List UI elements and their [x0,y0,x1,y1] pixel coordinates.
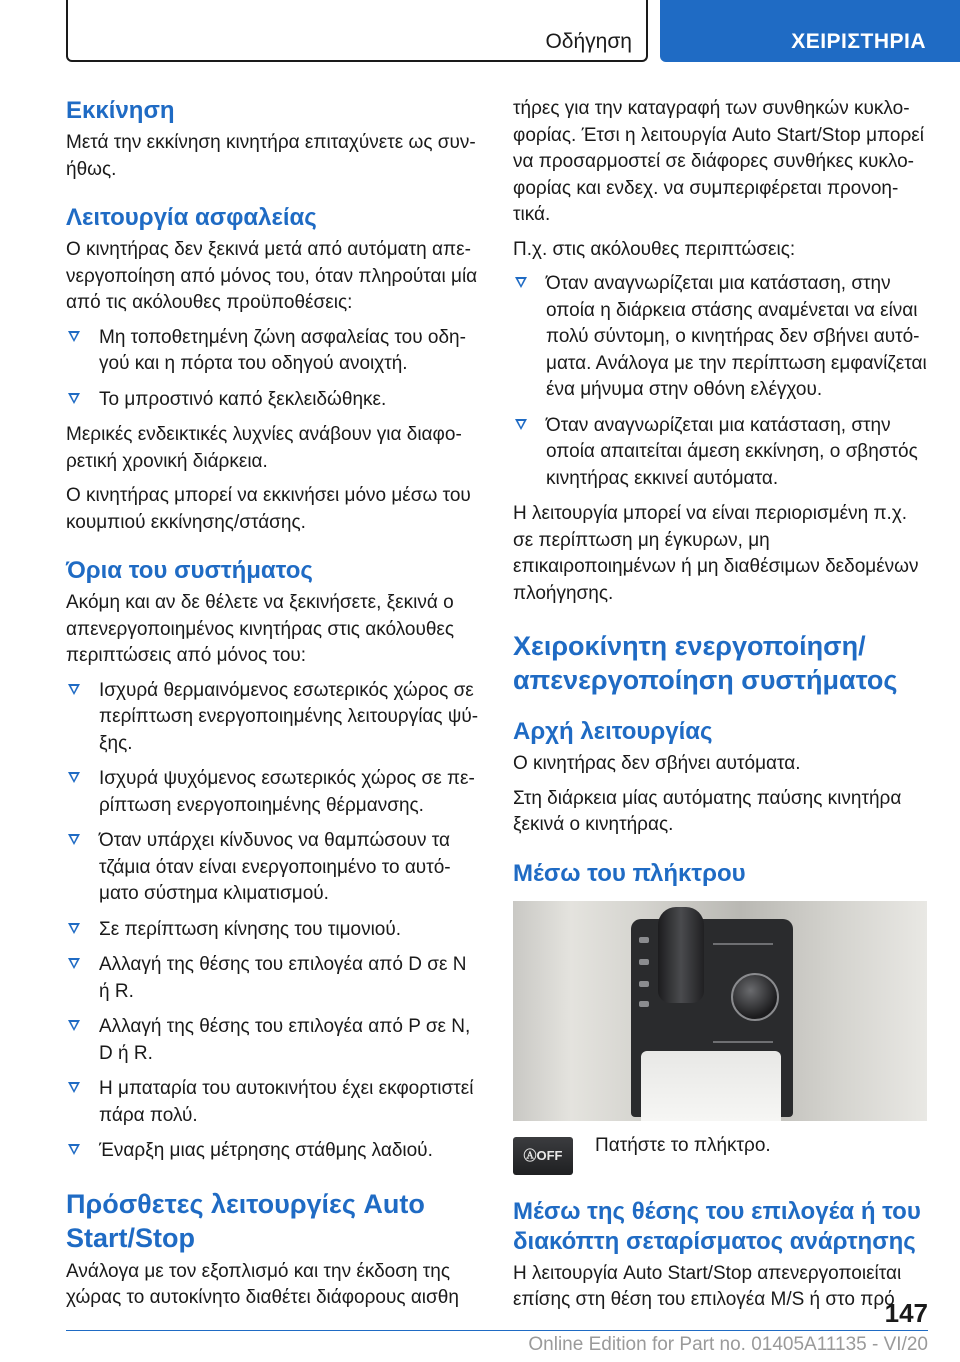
limits-heading: Όρια του συστήματος [66,557,313,584]
triangle-bullet-icon [68,1020,80,1031]
auto-start-stop-off-icon: ⒶOFF [513,1137,573,1175]
triangle-bullet-icon [68,958,80,969]
list-item: Όταν αναγνωρίζεται μια κατάσταση, στην οποία απαιτείται άμεση εκκίνηση, ο σβηστός κινητήρας εκκινεί αυτόματα. [513,413,927,493]
triangle-bullet-icon [68,393,80,404]
list-item: Αλλαγή της θέσης του επιλογέα από P σε N, D ή R. [66,1014,480,1067]
list-item: Μη τοποθετημένη ζώνη ασφαλείας του οδηγού και η πόρτα του οδηγού ανοιχτή. [66,325,480,378]
controller-knob [731,973,779,1021]
console-button [639,1001,649,1007]
safety-list [66,325,480,414]
chapter-title: Οδήγηση [545,30,632,53]
selector-heading: Μέσω της θέσης του επιλογέα ή του διακόπτη σεταρίσματος ανάρτησης [513,1197,921,1255]
restriction-text: Η λειτουργία μπορεί να είναι περιορισμένη π.χ. σε περίπτωση μη έγκυρων, μη επικαιροποιημένων ή μη διαθέσιμων δεδομένων πλοήγησης. [513,503,919,604]
principle-heading: Αρχή λειτουργίας [513,718,713,745]
list-item: Έναρξη μιας μέτρησης στάθμης λαδιού. [66,1138,480,1165]
start-heading: Εκκίνηση [66,97,175,124]
list-item: Σε περίπτωση κίνησης του τιμονιού. [66,917,480,944]
manual-activation-heading: Χειροκίνητη ενεργοποίηση/ απενεργοποίηση συστήματος [513,631,898,695]
list-item: Αλλαγή της θέσης του επιλογέα από D σε N ή R. [66,952,480,1005]
example-list [513,271,927,492]
triangle-bullet-icon [68,772,80,783]
console-button-row [713,1041,773,1043]
principle-text-2: Στη διάρκεια μίας αυτόματης παύσης κινητήρα ξεκινά ο κινητήρας. [513,787,902,835]
console-button [639,937,649,943]
list-item: Όταν αναγνωρίζεται μια κατάσταση, στην οποία η διάρκεια στάσης αναμένεται να είναι πολύ σύντομη, ο κινητήρας δεν σβήνει αυτόματα. Ανάλογα με την περίπτωση εμφανίζεται ένα μήνυμα στην οθόνη ελέγχου. [513,271,927,404]
principle-text-1: Ο κινητήρας δεν σβήνει αυτόματα. [513,753,801,774]
list-item: Η μπαταρία του αυτοκινήτου έχει εκφορτιστεί πάρα πολύ. [66,1076,480,1129]
list-item: Ισχυρά θερμαινόμενος εσωτερικός χώρος σε περίπτωση ενεργοποιημένης λειτουργίας ψύξης. [66,678,480,758]
triangle-bullet-icon [68,923,80,934]
center-console-photo [513,901,927,1121]
safety-heading: Λειτουργία ασφαλείας [66,204,317,231]
section-title: ΧΕΙΡΙΣΤΗΡΙΑ [791,30,926,53]
triangle-bullet-icon [515,277,527,288]
chapter-tab [66,0,648,62]
console-button-row [713,943,773,945]
safety-text: Ο κινητήρας δεν ξεκινά μετά από αυτόματη απενεργοποίηση από μόνος του, όταν πληρούται μία από τις ακόλουθες προϋποθέσεις: [66,239,478,313]
auto-off-row [513,1133,927,1177]
console-button [639,959,649,965]
triangle-bullet-icon [68,1144,80,1155]
limits-list [66,678,480,1165]
triangle-bullet-icon [515,419,527,430]
list-item: Όταν υπάρχει κίνδυνος να θαμπώσουν τα τζάμια όταν είναι ενεργοποιημένο το αυτόματο σύστημα κλιματισμού. [66,828,480,908]
right-column [513,96,927,1322]
section-tab [660,0,960,62]
triangle-bullet-icon [68,684,80,695]
triangle-bullet-icon [68,331,80,342]
triangle-bullet-icon [68,1082,80,1093]
selector-text: Η λειτουργία Auto Start/Stop απενεργοποιείται επίσης στη θέση του επιλογέα M/S ή στο πρό [513,1262,902,1310]
limits-text: Ακόμη και αν δε θέλετε να ξεκινήσετε, ξεκινά ο απενεργοποιημένος κινητήρας στις ακόλουθες περιπτώσεις από μόνος του: [66,592,455,666]
press-caption: Πατήστε το πλήκτρο. [595,1134,771,1156]
left-column [66,96,480,1320]
footer-divider [66,1330,928,1331]
page-number: 147 [884,1298,928,1328]
safety-text-2: Μερικές ενδεικτικές λυχνίες ανάβουν για διαφορετική χρονική διάρκεια. [66,424,462,472]
edition-text: Online Edition for Part no. 01405A11135 - VI/20 [528,1334,928,1355]
list-item: Ισχυρά ψυχόμενος εσωτερικός χώρος σε περίπτωση ενεργοποιημένης θέρμανσης. [66,766,480,819]
triangle-bullet-icon [68,834,80,845]
safety-text-3: Ο κινητήρας μπορεί να εκκινήσει μόνο μέσω του κουμπιού εκκίνησης/στάσης. [66,485,471,533]
example-text: Π.χ. στις ακόλουθες περιπτώσεις: [513,238,796,260]
start-text: Μετά την εκκίνηση κινητήρα επιταχύνετε ως συνήθως. [66,132,476,180]
continued-text: τήρες για την καταγραφή των συνθηκών κυκλοφορίας. Έτσι η λειτουργία Auto Start/Stop μπορεί να προσαρμοστεί σε διάφορες συνθήκες κυκλοφορίας και ενδεχ. να συμπεριφέρεται προνοητικά. [513,98,924,225]
extra-functions-text: Ανάλογα με τον εξοπλισμό και την έκδοση της χώρας το αυτοκίνητο διαθέτει διάφορους αισθη [66,1260,459,1308]
console-trim [641,1051,781,1121]
via-button-heading: Μέσω του πλήκτρου [513,859,746,887]
list-item: Το μπροστινό καπό ξεκλειδώθηκε. [66,387,480,414]
console-button [639,981,649,987]
extra-functions-heading: Πρόσθετες λειτουργίες Auto Start/Stop [66,1188,425,1253]
gear-selector-lever [658,907,704,1003]
